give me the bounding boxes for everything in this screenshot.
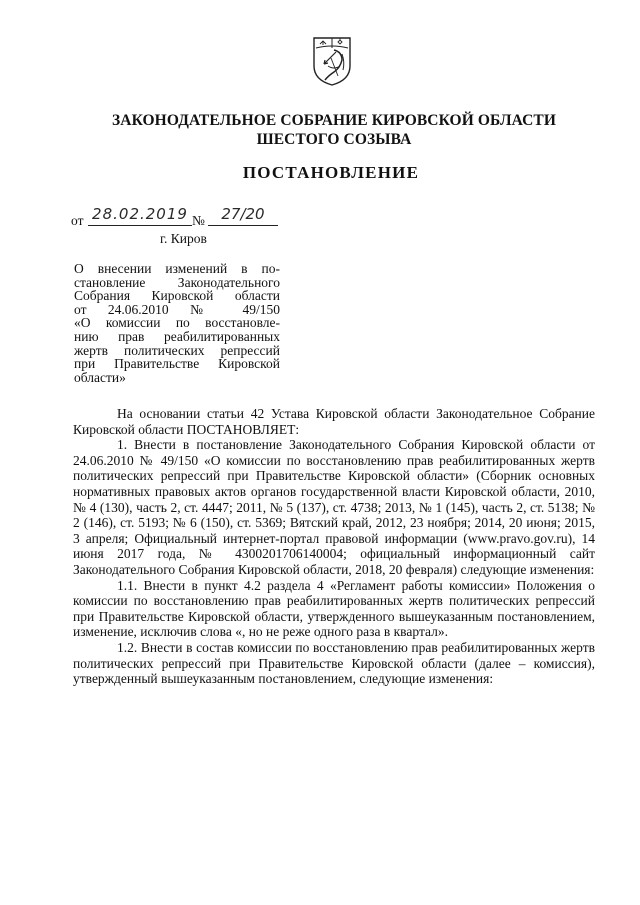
kirov-coat-of-arms-icon — [312, 36, 352, 86]
subject-block — [74, 262, 280, 384]
clause-1-1-paragraph: 1.1. Внести в пункт 4.2 раздела 4 «Регламент работы комиссии» Положения о комиссии по восстановлению прав реабилитированных жертв политических репрессий при Правительстве Кировской области, утвержденного вышеуказанным постановлением, изменение, исключив слова «, но не реже одного раза в квартал». — [73, 577, 595, 640]
date-number-line — [71, 205, 331, 233]
document-date: 28.02.2019 — [88, 205, 192, 226]
city: г. Киров — [160, 231, 207, 246]
document-body — [73, 406, 595, 687]
convocation: ШЕСТОГО СОЗЫВА — [256, 131, 412, 148]
subject-line: жертв политических репрессий — [74, 342, 280, 358]
subject-line: Собрания Кировской области — [74, 288, 280, 304]
subject-line: области» — [74, 369, 126, 385]
clause-1-2-paragraph: 1.2. Внести в состав комиссии по восстановлению прав реабилитированных жертв политических репрессий при Правительстве Кировской области (далее – комиссия), утвержденный вышеуказанным постановлением, следующие изменения: — [73, 639, 595, 687]
subject-line: при Правительстве Кировской — [74, 356, 280, 372]
document-number: 27/20 — [208, 205, 278, 226]
preamble-paragraph: На основании статьи 42 Устава Кировской области Законодательное Собрание Кировской области ПОСТАНОВЛЯЕТ: — [73, 406, 595, 437]
subject-line: О внесении изменений в по- — [74, 261, 280, 276]
subject-line: нию прав реабилитированных — [74, 328, 280, 344]
number-label: № — [192, 213, 205, 228]
subject-line: становление Законодательного — [74, 274, 280, 290]
subject-line: «О комиссии по восстановле- — [74, 315, 280, 331]
clause-1-paragraph: 1. Внести в постановление Законодательного Собрания Кировской области от 24.06.2010 № 49/150 «О комиссии по восстановлению прав реабилитированных жертв политических репрессий при Правительстве Кировской области» (Сборник основных нормативных правовых актов органов государственной власти Кировской области, 2010, № 4 (130), часть 2, ст. 4447; 2011, № 5 (137), ст. 4738; 2013, № 1 (145), часть 2, ст. 5138; № 2 (146), ст. 5193; № 6 (150), ст. 5369; Вятский край, 2012, 23 ноября; 2014, 20 июня; 2015, 3 апреля; Официальный интернет-портал правовой информации (www.pravo.gov.ru), 14 июня 2017 года, № 4300201706140004; официальный информационный сайт Законодательного Собрания Кировской области, 2018, 20 февраля) следующие изменения: — [73, 437, 595, 577]
organization-name: ЗАКОНОДАТЕЛЬНОЕ СОБРАНИЕ КИРОВСКОЙ ОБЛАСТИ — [112, 112, 556, 129]
subject-line: от 24.06.2010 № 49/150 — [74, 301, 280, 317]
document-type: ПОСТАНОВЛЕНИЕ — [242, 163, 420, 182]
from-label: от — [71, 213, 84, 228]
